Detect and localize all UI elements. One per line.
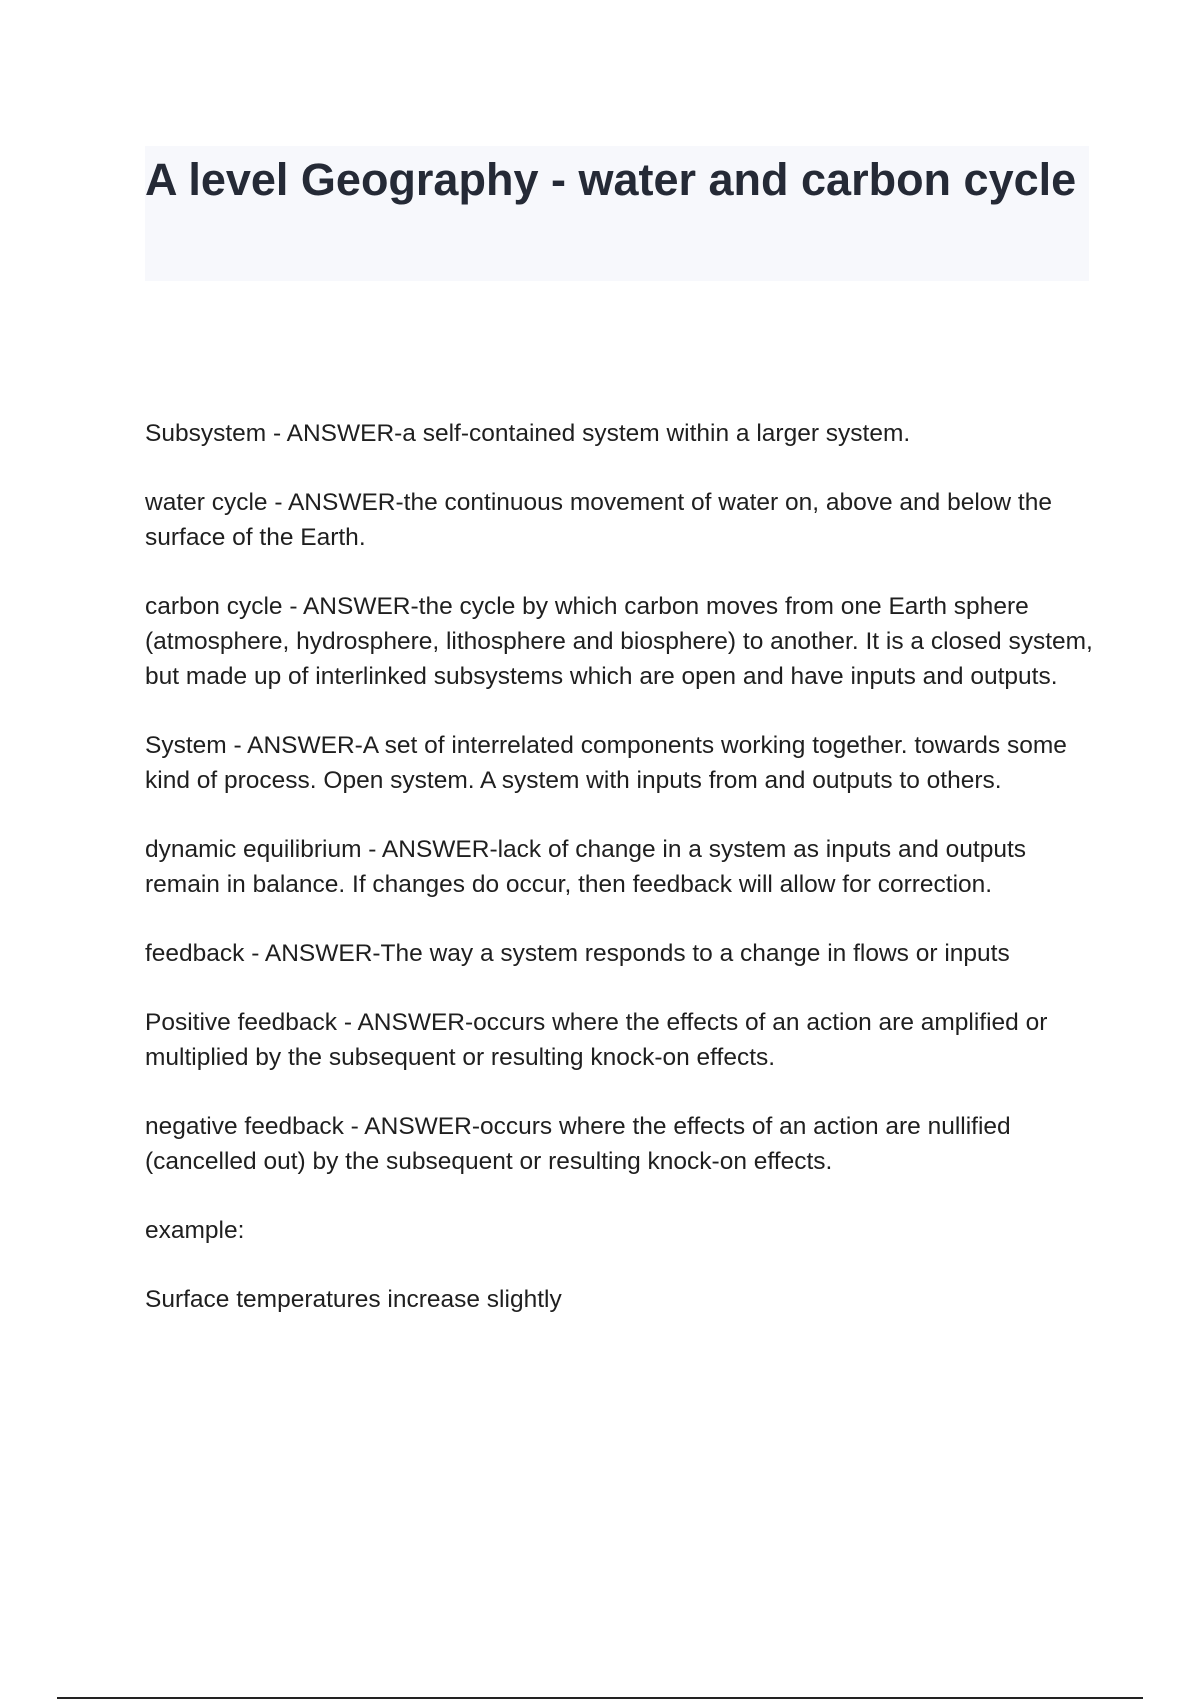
- entry-feedback: feedback - ANSWER-The way a system responds to a change in flows or inputs: [145, 940, 1010, 967]
- entry-example-text: Surface temperatures increase slightly: [145, 1286, 562, 1313]
- entry-water-cycle: water cycle - ANSWER-the continuous movement of water on, above and below the surface of the Earth.: [145, 489, 1052, 551]
- page-bottom-divider: [57, 1697, 1143, 1699]
- document-body: [145, 416, 1095, 1351]
- entry-negative-feedback: negative feedback - ANSWER-occurs where the effects of an action are nullified (cancelled out) by the subsequent or resulting knock-on effects.: [145, 1113, 1011, 1175]
- entry-system: System - ANSWER-A set of interrelated components working together. towards some kind of process. Open system. A system with inputs from and outputs to others.: [145, 732, 1067, 794]
- entry-subsystem: Subsystem - ANSWER-a self-contained system within a larger system.: [145, 420, 911, 447]
- entry-positive-feedback: Positive feedback - ANSWER-occurs where the effects of an action are amplified or multiplied by the subsequent or resulting knock-on effects.: [145, 1009, 1048, 1071]
- entry-dynamic-equilibrium: dynamic equilibrium - ANSWER-lack of change in a system as inputs and outputs remain in balance. If changes do occur, then feedback will allow for correction.: [145, 836, 1027, 898]
- title-banner: [145, 146, 1089, 281]
- entry-example-label: example:: [145, 1217, 245, 1244]
- document-title: A level Geography - water and carbon cycle: [145, 154, 1077, 205]
- entry-carbon-cycle: carbon cycle - ANSWER-the cycle by which carbon moves from one Earth sphere (atmosphere, hydrosphere, lithosphere and biosphere) to another. It is a closed system, but made up of interlinked subsystems which are open and have inputs and outputs.: [145, 593, 1093, 690]
